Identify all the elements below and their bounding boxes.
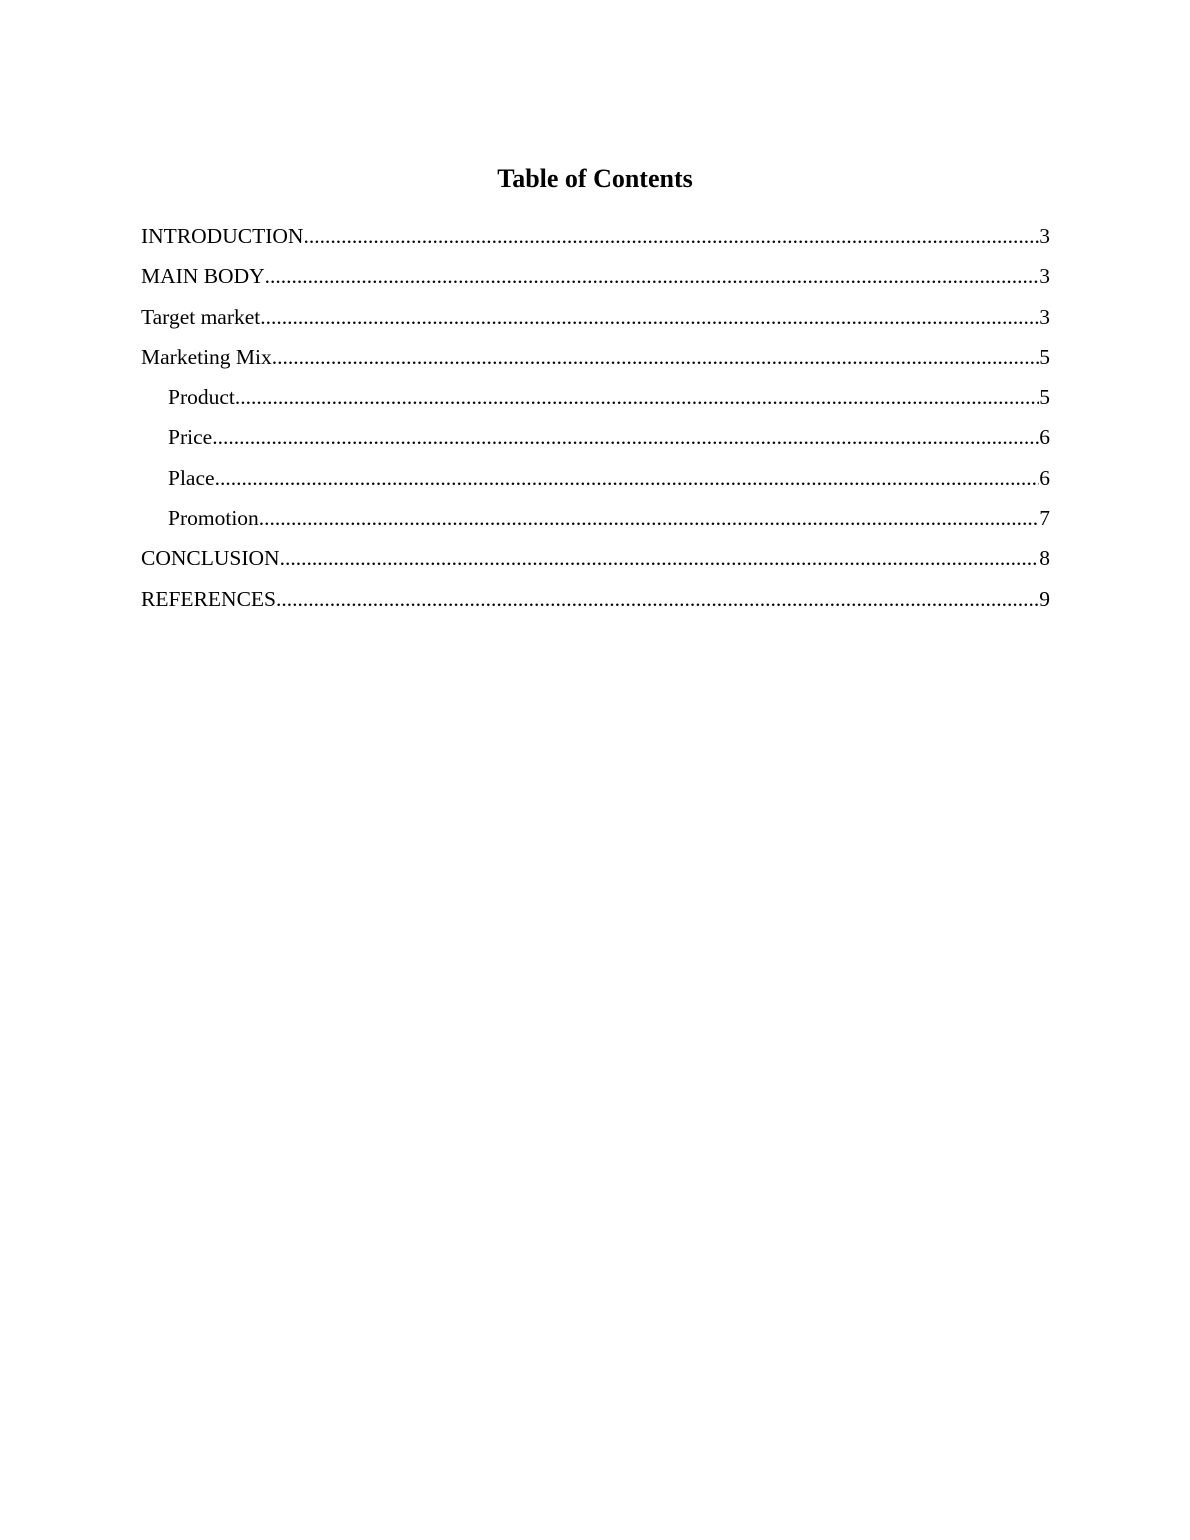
toc-dot-leader <box>276 585 1039 613</box>
toc-entry-promotion[interactable] <box>141 504 1050 544</box>
toc-entry-label: INTRODUCTION <box>141 224 304 248</box>
toc-entry-price[interactable] <box>141 423 1050 463</box>
toc-dot-leader <box>303 222 1039 250</box>
toc-entry-label: Place <box>168 465 215 490</box>
toc-entry-references[interactable] <box>141 585 1050 625</box>
toc-page-number: 3 <box>1039 264 1050 289</box>
toc-page-number: 7 <box>1039 506 1050 531</box>
toc-list <box>141 222 1050 625</box>
toc-entry-introduction[interactable] <box>141 222 1050 262</box>
toc-entry-label: REFERENCES <box>141 586 276 611</box>
toc-title: Table of Contents <box>497 164 693 193</box>
toc-entry-label: Marketing Mix <box>141 344 272 369</box>
toc-entry-main-body[interactable] <box>141 262 1050 302</box>
toc-entry-label: Target market <box>141 304 261 329</box>
toc-page-number: 5 <box>1039 385 1050 410</box>
toc-dot-leader <box>280 544 1040 572</box>
toc-dot-leader <box>212 423 1039 451</box>
toc-entry-label: Price <box>168 425 213 450</box>
toc-page-number: 3 <box>1039 304 1050 329</box>
toc-entry-conclusion[interactable] <box>141 544 1050 584</box>
toc-dot-leader <box>215 464 1040 492</box>
toc-dot-leader <box>260 303 1039 331</box>
toc-entry-product[interactable] <box>141 383 1050 423</box>
toc-dot-leader <box>259 504 1039 532</box>
toc-entry-label: Product <box>168 385 235 410</box>
toc-page-number: 9 <box>1039 586 1050 611</box>
toc-dot-leader <box>235 383 1039 411</box>
toc-entry-label: Promotion <box>168 506 259 531</box>
toc-page-number: 8 <box>1039 546 1050 571</box>
toc-entry-label: MAIN BODY <box>141 264 265 289</box>
toc-entry-place[interactable] <box>141 464 1050 504</box>
toc-page-number: 3 <box>1039 224 1050 248</box>
toc-page-number: 6 <box>1039 465 1050 490</box>
toc-dot-leader <box>265 262 1040 290</box>
toc-entry-target-market[interactable] <box>141 303 1050 343</box>
toc-entry-label: CONCLUSION <box>141 546 280 571</box>
toc-entry-marketing-mix[interactable] <box>141 343 1050 383</box>
toc-page-number: 6 <box>1039 425 1050 450</box>
toc-page-number: 5 <box>1039 344 1050 369</box>
toc-dot-leader <box>272 343 1039 371</box>
